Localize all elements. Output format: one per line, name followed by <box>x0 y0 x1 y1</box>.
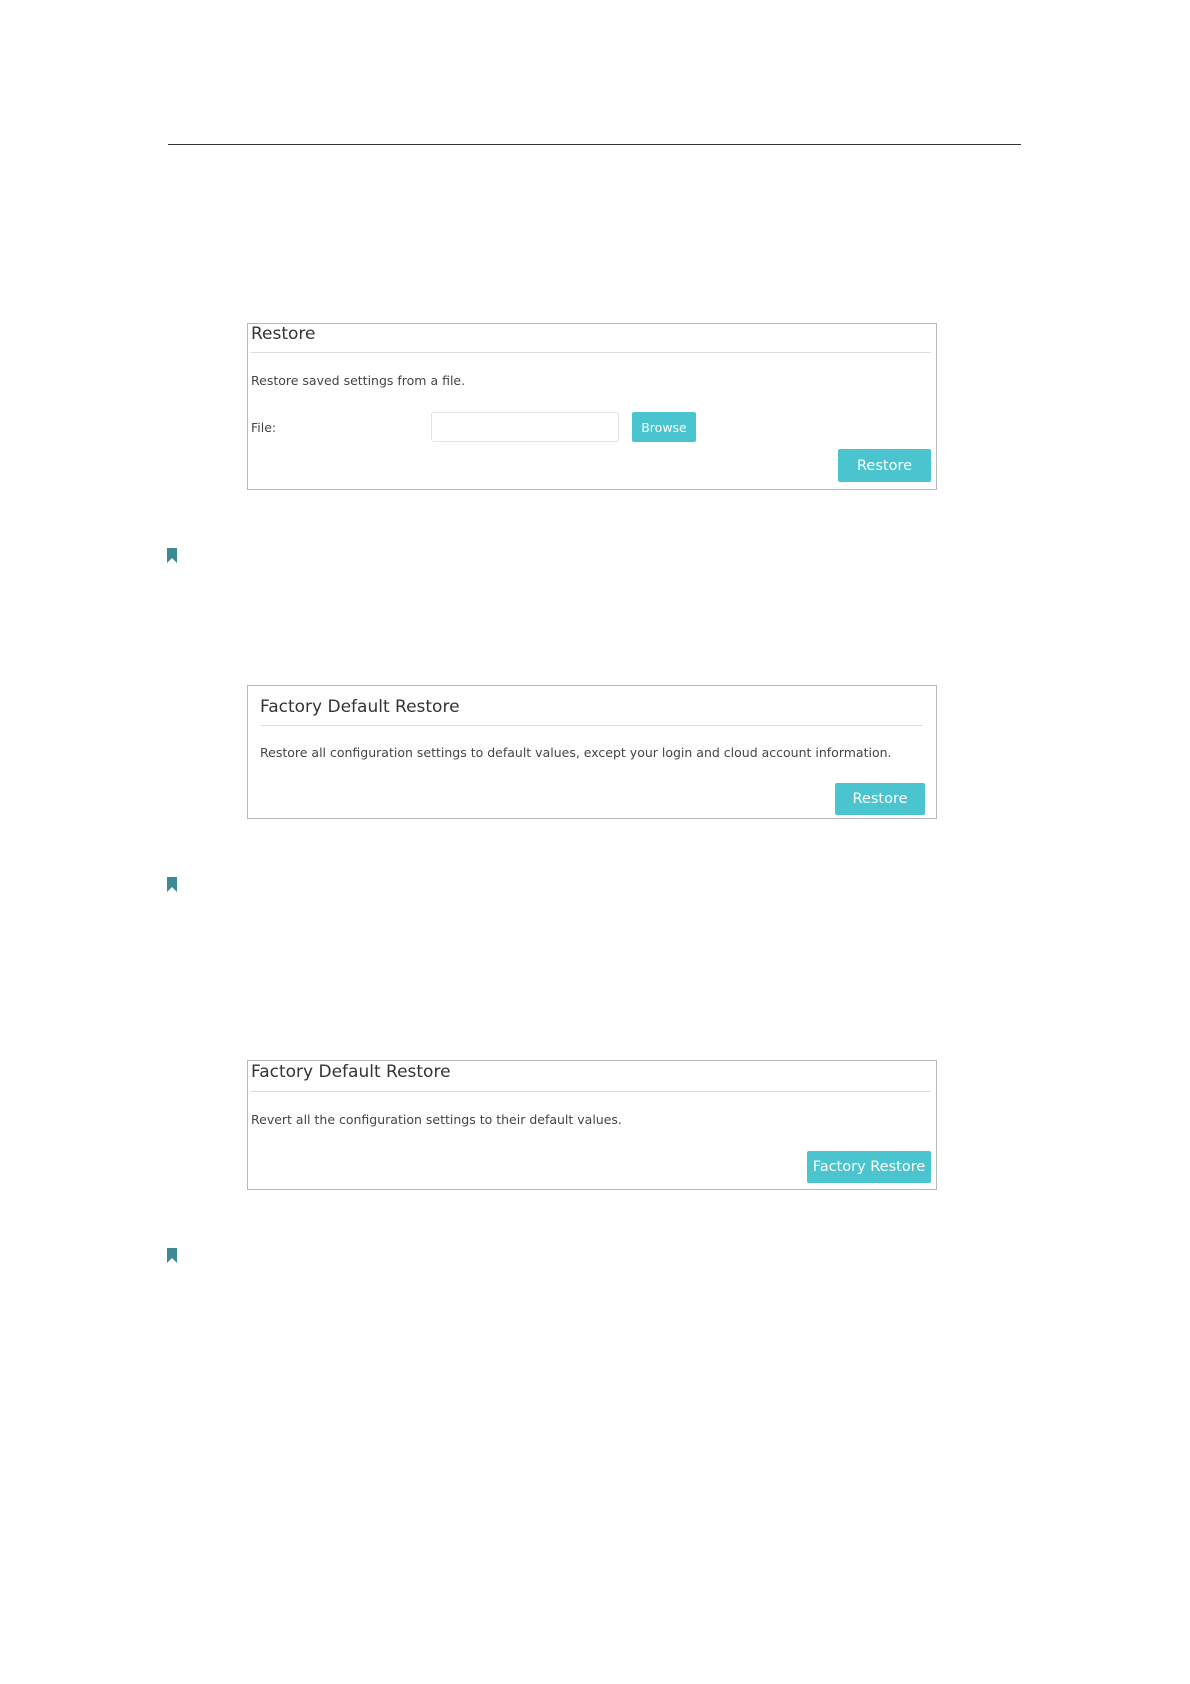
factory-restore-alt-button[interactable]: Factory Restore <box>807 1151 931 1183</box>
header-divider <box>168 144 1021 145</box>
factory-default-restore-panel-alt <box>247 1060 937 1190</box>
bookmark-icon <box>167 1248 177 1263</box>
factory-panel-description: Restore all configuration settings to default values, except your login and cloud account information. <box>260 745 892 760</box>
restore-panel-title: Restore <box>251 324 316 344</box>
restore-panel-divider <box>251 352 931 353</box>
restore-panel-description: Restore saved settings from a file. <box>251 373 466 388</box>
factory-panel-alt-description: Revert all the configuration settings to their default values. <box>251 1112 622 1127</box>
factory-restore-button[interactable]: Restore <box>835 783 925 815</box>
file-path-input[interactable] <box>431 412 619 442</box>
factory-panel-divider <box>260 725 923 726</box>
restore-button[interactable]: Restore <box>838 449 931 482</box>
browse-button[interactable]: Browse <box>632 412 696 442</box>
bookmark-icon <box>167 548 177 563</box>
factory-panel-alt-title: Factory Default Restore <box>251 1062 451 1082</box>
factory-panel-alt-divider <box>251 1091 931 1092</box>
file-label: File: <box>251 420 277 435</box>
bookmark-icon <box>167 877 177 892</box>
factory-default-restore-panel <box>247 685 937 819</box>
restore-panel <box>247 323 937 490</box>
factory-panel-title: Factory Default Restore <box>260 697 460 717</box>
